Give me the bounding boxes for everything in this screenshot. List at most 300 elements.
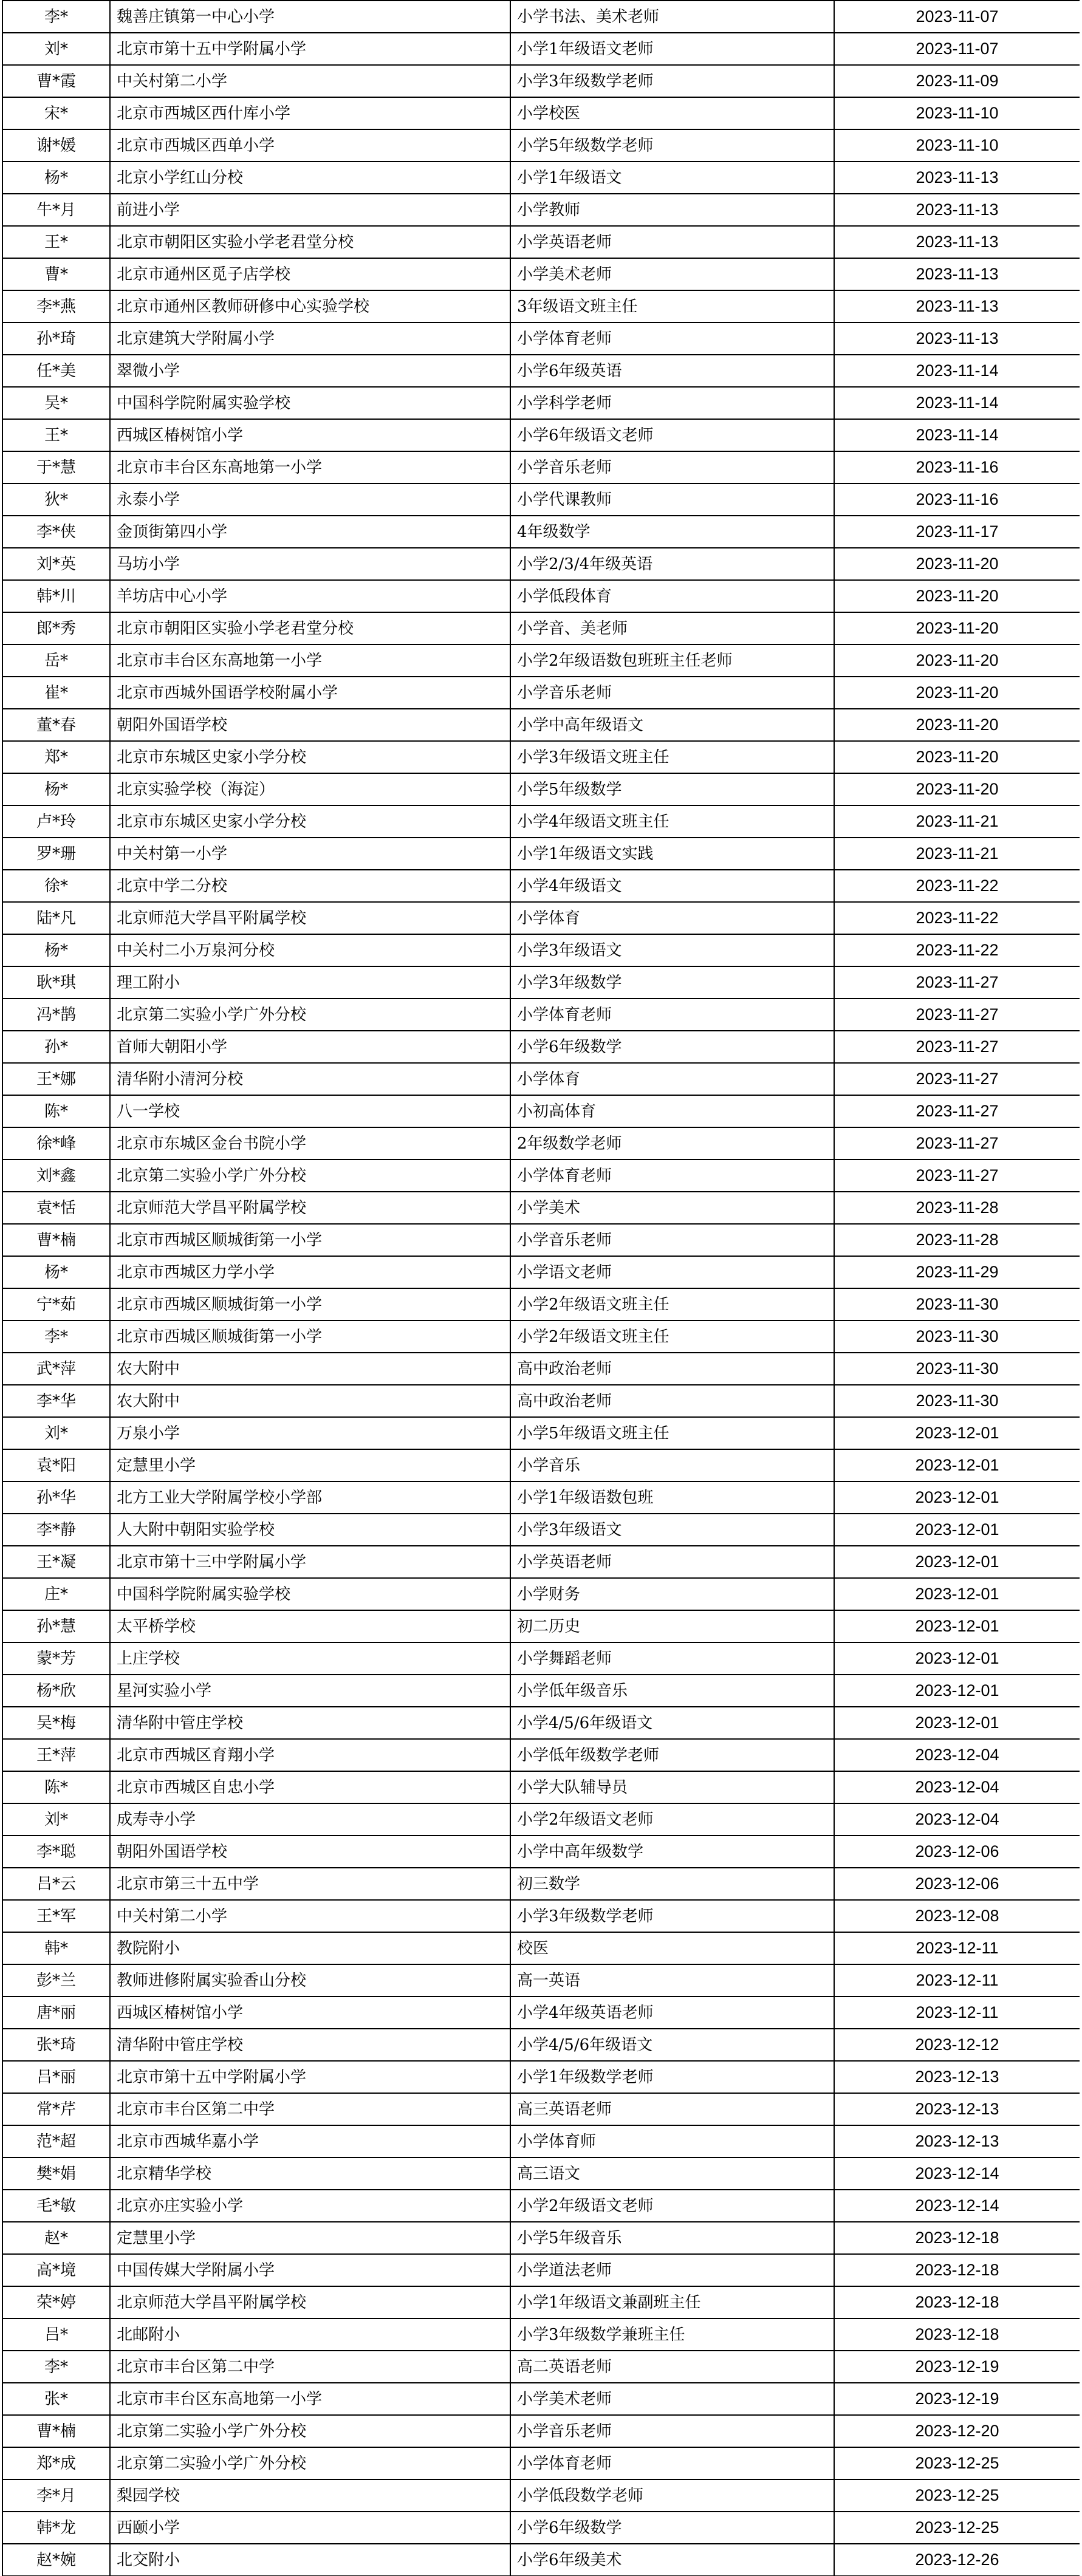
cell-position: 小学6年级英语: [510, 355, 834, 387]
table-row: [2, 323, 1080, 355]
cell-date: 2023-11-14: [834, 419, 1080, 451]
table-row: [2, 451, 1080, 483]
table-row: [2, 1771, 1080, 1803]
cell-date: 2023-11-21: [834, 838, 1080, 870]
cell-date: 2023-11-22: [834, 870, 1080, 902]
cell-school: 北京精华学校: [110, 2157, 510, 2190]
cell-school: 北京师范大学昌平附属学校: [110, 902, 510, 934]
cell-teacher-name: 张*琦: [2, 2029, 110, 2061]
table-row: [2, 1031, 1080, 1063]
cell-school: 北京市第十五中学附属小学: [110, 2061, 510, 2093]
cell-teacher-name: 范*超: [2, 2125, 110, 2157]
cell-teacher-name: 杨*欣: [2, 1675, 110, 1707]
cell-position: 小学体育老师: [510, 999, 834, 1031]
cell-school: 中关村第一小学: [110, 838, 510, 870]
cell-date: 2023-11-27: [834, 1127, 1080, 1160]
cell-date: 2023-11-20: [834, 612, 1080, 644]
cell-teacher-name: 杨*: [2, 162, 110, 194]
cell-position: 小学3年级数学: [510, 966, 834, 999]
cell-position: 小学2/3/4年级英语: [510, 548, 834, 580]
cell-teacher-name: 曹*楠: [2, 1224, 110, 1256]
cell-position: 小学1年级语数包班: [510, 1481, 834, 1514]
table-row: [2, 1353, 1080, 1385]
cell-date: 2023-12-06: [834, 1868, 1080, 1900]
cell-school: 北京市东城区史家小学分校: [110, 805, 510, 838]
cell-date: 2023-11-30: [834, 1320, 1080, 1353]
cell-school: 中国科学院附属实验学校: [110, 1578, 510, 1610]
cell-teacher-name: 庄*: [2, 1578, 110, 1610]
table-row: [2, 966, 1080, 999]
cell-position: 小学校医: [510, 97, 834, 129]
cell-date: 2023-11-13: [834, 290, 1080, 323]
cell-date: 2023-11-10: [834, 129, 1080, 162]
table-row: [2, 2190, 1080, 2222]
cell-position: 高一英语: [510, 1964, 834, 1997]
cell-date: 2023-12-26: [834, 2544, 1080, 2576]
cell-teacher-name: 郎*秀: [2, 612, 110, 644]
cell-school: 梨园学校: [110, 2479, 510, 2512]
cell-school: 农大附中: [110, 1385, 510, 1417]
cell-teacher-name: 常*芹: [2, 2093, 110, 2125]
cell-position: 小学教师: [510, 194, 834, 226]
cell-school: 羊坊店中心小学: [110, 580, 510, 612]
cell-date: 2023-11-30: [834, 1288, 1080, 1320]
cell-position: 初三数学: [510, 1868, 834, 1900]
table-row: [2, 2544, 1080, 2576]
table-row: [2, 1739, 1080, 1771]
cell-position: 小学英语老师: [510, 226, 834, 258]
table-row: [2, 870, 1080, 902]
cell-position: 小初高体育: [510, 1095, 834, 1127]
cell-date: 2023-11-27: [834, 1063, 1080, 1095]
cell-school: 马坊小学: [110, 548, 510, 580]
cell-teacher-name: 谢*媛: [2, 129, 110, 162]
cell-teacher-name: 冯*鹊: [2, 999, 110, 1031]
table-row: [2, 2286, 1080, 2318]
table-row: [2, 677, 1080, 709]
table-row: [2, 1385, 1080, 1417]
cell-date: 2023-11-27: [834, 966, 1080, 999]
table-row: [2, 902, 1080, 934]
cell-school: 八一学校: [110, 1095, 510, 1127]
cell-teacher-name: 张*: [2, 2383, 110, 2415]
cell-position: 小学美术: [510, 1192, 834, 1224]
table-row: [2, 129, 1080, 162]
cell-date: 2023-11-29: [834, 1256, 1080, 1288]
table-row: [2, 1900, 1080, 1932]
table-row: [2, 1610, 1080, 1642]
table-row: [2, 1160, 1080, 1192]
cell-teacher-name: 徐*峰: [2, 1127, 110, 1160]
cell-date: 2023-12-01: [834, 1514, 1080, 1546]
table-row: [2, 355, 1080, 387]
cell-date: 2023-11-13: [834, 194, 1080, 226]
table-row: [2, 1, 1080, 33]
cell-position: 小学体育老师: [510, 1160, 834, 1192]
table-row: [2, 226, 1080, 258]
cell-school: 北京市丰台区第二中学: [110, 2351, 510, 2383]
cell-school: 教师进修附属实验香山分校: [110, 1964, 510, 1997]
cell-position: 小学1年级数学老师: [510, 2061, 834, 2093]
cell-position: 小学2年级语数包班班主任老师: [510, 644, 834, 677]
cell-date: 2023-11-09: [834, 65, 1080, 97]
cell-date: 2023-11-21: [834, 805, 1080, 838]
cell-school: 北京第二实验小学广外分校: [110, 2415, 510, 2447]
cell-date: 2023-12-01: [834, 1707, 1080, 1739]
cell-school: 上庄学校: [110, 1642, 510, 1675]
table-row: [2, 65, 1080, 97]
cell-date: 2023-12-25: [834, 2479, 1080, 2512]
cell-position: 小学2年级语文老师: [510, 1803, 834, 1836]
cell-school: 北京市西城区顺城街第一小学: [110, 1288, 510, 1320]
cell-school: 北京市西城外国语学校附属小学: [110, 677, 510, 709]
cell-position: 小学体育老师: [510, 2447, 834, 2479]
cell-teacher-name: 赵*婉: [2, 2544, 110, 2576]
table-row: [2, 1707, 1080, 1739]
spreadsheet: [2, 0, 1080, 2576]
table-row: [2, 1803, 1080, 1836]
cell-teacher-name: 罗*珊: [2, 838, 110, 870]
cell-date: 2023-12-04: [834, 1803, 1080, 1836]
cell-teacher-name: 于*慧: [2, 451, 110, 483]
cell-position: 小学4年级语文: [510, 870, 834, 902]
cell-teacher-name: 孙*慧: [2, 1610, 110, 1642]
cell-teacher-name: 王*: [2, 226, 110, 258]
cell-teacher-name: 宁*茹: [2, 1288, 110, 1320]
cell-position: 小学6年级数学: [510, 2512, 834, 2544]
cell-school: 北京市第十三中学附属小学: [110, 1546, 510, 1578]
cell-school: 北京中学二分校: [110, 870, 510, 902]
cell-school: 北京市西城区顺城街第一小学: [110, 1224, 510, 1256]
cell-position: 小学低年级数学老师: [510, 1739, 834, 1771]
cell-teacher-name: 毛*敏: [2, 2190, 110, 2222]
cell-school: 中关村第二小学: [110, 1900, 510, 1932]
table-row: [2, 1964, 1080, 1997]
cell-teacher-name: 赵*: [2, 2222, 110, 2254]
cell-school: 前进小学: [110, 194, 510, 226]
cell-school: 北京市朝阳区实验小学老君堂分校: [110, 226, 510, 258]
cell-school: 西城区椿树馆小学: [110, 419, 510, 451]
table-row: [2, 2254, 1080, 2286]
cell-school: 太平桥学校: [110, 1610, 510, 1642]
cell-teacher-name: 崔*: [2, 677, 110, 709]
cell-school: 理工附小: [110, 966, 510, 999]
cell-school: 北京市丰台区第二中学: [110, 2093, 510, 2125]
cell-school: 人大附中朝阳实验学校: [110, 1514, 510, 1546]
table-row: [2, 2479, 1080, 2512]
cell-school: 中国传媒大学附属小学: [110, 2254, 510, 2286]
table-row: [2, 2512, 1080, 2544]
table-row: [2, 1288, 1080, 1320]
table-row: [2, 548, 1080, 580]
cell-school: 中关村第二小学: [110, 65, 510, 97]
cell-teacher-name: 陈*: [2, 1771, 110, 1803]
cell-teacher-name: 吕*云: [2, 1868, 110, 1900]
cell-date: 2023-11-22: [834, 902, 1080, 934]
cell-school: 清华附中管庄学校: [110, 1707, 510, 1739]
cell-position: 小学音、美老师: [510, 612, 834, 644]
cell-date: 2023-12-01: [834, 1481, 1080, 1514]
cell-date: 2023-11-20: [834, 741, 1080, 773]
table-row: [2, 741, 1080, 773]
cell-school: 北京市西城区西单小学: [110, 129, 510, 162]
table-row: [2, 419, 1080, 451]
cell-position: 小学2年级语文班主任: [510, 1320, 834, 1353]
cell-teacher-name: 孙*华: [2, 1481, 110, 1514]
table-row: [2, 612, 1080, 644]
cell-teacher-name: 岳*: [2, 644, 110, 677]
cell-teacher-name: 王*娜: [2, 1063, 110, 1095]
table-row: [2, 1675, 1080, 1707]
cell-position: 小学5年级音乐: [510, 2222, 834, 2254]
cell-position: 小学语文老师: [510, 1256, 834, 1288]
cell-teacher-name: 李*侠: [2, 516, 110, 548]
registration-table: [2, 0, 1080, 2576]
cell-teacher-name: 刘*: [2, 1417, 110, 1449]
cell-teacher-name: 董*春: [2, 709, 110, 741]
cell-school: 北京第二实验小学广外分校: [110, 1160, 510, 1192]
cell-position: 4年级数学: [510, 516, 834, 548]
cell-date: 2023-12-25: [834, 2447, 1080, 2479]
cell-date: 2023-12-04: [834, 1771, 1080, 1803]
table-row: [2, 1514, 1080, 1546]
cell-date: 2023-12-18: [834, 2318, 1080, 2351]
cell-position: 小学3年级数学老师: [510, 65, 834, 97]
cell-school: 北方工业大学附属学校小学部: [110, 1481, 510, 1514]
cell-teacher-name: 杨*: [2, 934, 110, 966]
table-row: [2, 773, 1080, 805]
cell-teacher-name: 袁*阳: [2, 1449, 110, 1481]
cell-position: 小学3年级数学兼班主任: [510, 2318, 834, 2351]
table-row: [2, 1063, 1080, 1095]
cell-school: 北京市通州区教师研修中心实验学校: [110, 290, 510, 323]
cell-date: 2023-12-19: [834, 2383, 1080, 2415]
cell-position: 3年级语文班主任: [510, 290, 834, 323]
cell-school: 北京第二实验小学广外分校: [110, 999, 510, 1031]
cell-position: 小学6年级数学: [510, 1031, 834, 1063]
cell-date: 2023-12-01: [834, 1675, 1080, 1707]
cell-school: 北邮附小: [110, 2318, 510, 2351]
cell-position: 高二英语老师: [510, 2351, 834, 2383]
cell-date: 2023-11-30: [834, 1385, 1080, 1417]
cell-teacher-name: 陆*凡: [2, 902, 110, 934]
cell-position: 小学4年级英语老师: [510, 1997, 834, 2029]
cell-date: 2023-12-13: [834, 2061, 1080, 2093]
cell-position: 校医: [510, 1932, 834, 1964]
table-row: [2, 580, 1080, 612]
cell-teacher-name: 蒙*芳: [2, 1642, 110, 1675]
cell-date: 2023-12-13: [834, 2093, 1080, 2125]
cell-position: 小学4/5/6年级语文: [510, 2029, 834, 2061]
cell-position: 小学1年级语文实践: [510, 838, 834, 870]
cell-date: 2023-11-28: [834, 1192, 1080, 1224]
cell-teacher-name: 曹*楠: [2, 2415, 110, 2447]
cell-school: 北京市东城区史家小学分校: [110, 741, 510, 773]
table-row: [2, 1578, 1080, 1610]
cell-teacher-name: 李*静: [2, 1514, 110, 1546]
table-row: [2, 2061, 1080, 2093]
cell-date: 2023-12-18: [834, 2254, 1080, 2286]
cell-school: 中关村二小万泉河分校: [110, 934, 510, 966]
cell-position: 小学体育: [510, 902, 834, 934]
cell-position: 高中政治老师: [510, 1353, 834, 1385]
cell-date: 2023-11-22: [834, 934, 1080, 966]
cell-position: 小学低段数学老师: [510, 2479, 834, 2512]
cell-position: 小学6年级美术: [510, 2544, 834, 2576]
cell-teacher-name: 刘*鑫: [2, 1160, 110, 1192]
cell-date: 2023-12-06: [834, 1836, 1080, 1868]
cell-date: 2023-11-27: [834, 999, 1080, 1031]
cell-teacher-name: 王*军: [2, 1900, 110, 1932]
cell-position: 小学科学老师: [510, 387, 834, 419]
cell-teacher-name: 牛*月: [2, 194, 110, 226]
table-row: [2, 2415, 1080, 2447]
cell-date: 2023-11-20: [834, 580, 1080, 612]
cell-position: 小学4年级语文班主任: [510, 805, 834, 838]
table-row: [2, 1642, 1080, 1675]
table-row: [2, 2447, 1080, 2479]
cell-date: 2023-11-20: [834, 709, 1080, 741]
cell-teacher-name: 郑*成: [2, 2447, 110, 2479]
cell-teacher-name: 孙*琦: [2, 323, 110, 355]
cell-school: 北京市西城区自忠小学: [110, 1771, 510, 1803]
cell-teacher-name: 李*聪: [2, 1836, 110, 1868]
cell-position: 高中政治老师: [510, 1385, 834, 1417]
cell-teacher-name: 袁*恬: [2, 1192, 110, 1224]
cell-date: 2023-12-01: [834, 1578, 1080, 1610]
cell-school: 星河实验小学: [110, 1675, 510, 1707]
cell-date: 2023-11-16: [834, 451, 1080, 483]
table-row: [2, 1932, 1080, 1964]
cell-school: 北交附小: [110, 2544, 510, 2576]
table-row: [2, 33, 1080, 65]
cell-date: 2023-11-16: [834, 483, 1080, 516]
table-row: [2, 2222, 1080, 2254]
table-row: [2, 97, 1080, 129]
cell-position: 小学低年级音乐: [510, 1675, 834, 1707]
cell-school: 朝阳外国语学校: [110, 1836, 510, 1868]
table-row: [2, 1224, 1080, 1256]
cell-teacher-name: 李*: [2, 1, 110, 33]
table-row: [2, 838, 1080, 870]
cell-position: 小学5年级数学老师: [510, 129, 834, 162]
cell-teacher-name: 孙*: [2, 1031, 110, 1063]
table-row: [2, 1481, 1080, 1514]
cell-teacher-name: 李*燕: [2, 290, 110, 323]
cell-teacher-name: 武*萍: [2, 1353, 110, 1385]
cell-teacher-name: 韩*: [2, 1932, 110, 1964]
table-row: [2, 162, 1080, 194]
cell-date: 2023-12-01: [834, 1546, 1080, 1578]
cell-position: 小学美术老师: [510, 258, 834, 290]
cell-date: 2023-12-11: [834, 1964, 1080, 1997]
table-row: [2, 2157, 1080, 2190]
cell-teacher-name: 高*境: [2, 2254, 110, 2286]
cell-school: 北京市丰台区东高地第一小学: [110, 451, 510, 483]
cell-school: 首师大朝阳小学: [110, 1031, 510, 1063]
cell-position: 初二历史: [510, 1610, 834, 1642]
cell-date: 2023-12-13: [834, 2125, 1080, 2157]
cell-school: 永泰小学: [110, 483, 510, 516]
cell-teacher-name: 狄*: [2, 483, 110, 516]
table-row: [2, 1997, 1080, 2029]
cell-school: 朝阳外国语学校: [110, 709, 510, 741]
cell-date: 2023-12-01: [834, 1449, 1080, 1481]
cell-school: 北京第二实验小学广外分校: [110, 2447, 510, 2479]
cell-school: 北京市西城区顺城街第一小学: [110, 1320, 510, 1353]
cell-school: 中国科学院附属实验学校: [110, 387, 510, 419]
cell-position: 小学低段体育: [510, 580, 834, 612]
table-row: [2, 1836, 1080, 1868]
cell-teacher-name: 吕*丽: [2, 2061, 110, 2093]
cell-date: 2023-12-14: [834, 2190, 1080, 2222]
cell-teacher-name: 李*: [2, 2351, 110, 2383]
cell-teacher-name: 杨*: [2, 773, 110, 805]
cell-school: 北京师范大学昌平附属学校: [110, 1192, 510, 1224]
cell-date: 2023-12-04: [834, 1739, 1080, 1771]
cell-position: 小学体育: [510, 1063, 834, 1095]
cell-date: 2023-12-20: [834, 2415, 1080, 2447]
table-row: [2, 387, 1080, 419]
cell-date: 2023-11-13: [834, 323, 1080, 355]
cell-teacher-name: 宋*: [2, 97, 110, 129]
cell-position: 小学英语老师: [510, 1546, 834, 1578]
cell-position: 小学书法、美术老师: [510, 1, 834, 33]
table-row: [2, 1320, 1080, 1353]
cell-date: 2023-12-19: [834, 2351, 1080, 2383]
table-row: [2, 1546, 1080, 1578]
cell-date: 2023-11-13: [834, 258, 1080, 290]
table-row: [2, 934, 1080, 966]
cell-date: 2023-11-10: [834, 97, 1080, 129]
cell-school: 北京市丰台区东高地第一小学: [110, 2383, 510, 2415]
table-row: [2, 1256, 1080, 1288]
cell-teacher-name: 王*凝: [2, 1546, 110, 1578]
cell-position: 小学音乐老师: [510, 451, 834, 483]
cell-school: 金顶街第四小学: [110, 516, 510, 548]
cell-position: 小学5年级语文班主任: [510, 1417, 834, 1449]
cell-date: 2023-11-27: [834, 1031, 1080, 1063]
cell-teacher-name: 李*华: [2, 1385, 110, 1417]
table-row: [2, 2318, 1080, 2351]
cell-position: 小学3年级数学老师: [510, 1900, 834, 1932]
cell-teacher-name: 李*月: [2, 2479, 110, 2512]
cell-position: 小学体育老师: [510, 323, 834, 355]
cell-date: 2023-12-01: [834, 1417, 1080, 1449]
cell-teacher-name: 韩*龙: [2, 2512, 110, 2544]
table-row: [2, 1868, 1080, 1900]
cell-position: 小学中高年级数学: [510, 1836, 834, 1868]
cell-teacher-name: 吴*: [2, 387, 110, 419]
cell-teacher-name: 徐*: [2, 870, 110, 902]
cell-school: 农大附中: [110, 1353, 510, 1385]
table-body: [2, 1, 1080, 2576]
cell-school: 北京市第三十五中学: [110, 1868, 510, 1900]
cell-teacher-name: 曹*: [2, 258, 110, 290]
table-row: [2, 2383, 1080, 2415]
cell-position: 小学1年级语文兼副班主任: [510, 2286, 834, 2318]
cell-school: 定慧里小学: [110, 2222, 510, 2254]
cell-teacher-name: 王*萍: [2, 1739, 110, 1771]
cell-position: 小学音乐老师: [510, 1224, 834, 1256]
cell-date: 2023-12-01: [834, 1610, 1080, 1642]
cell-position: 小学体育师: [510, 2125, 834, 2157]
cell-date: 2023-11-14: [834, 355, 1080, 387]
cell-teacher-name: 吕*: [2, 2318, 110, 2351]
cell-school: 西城区椿树馆小学: [110, 1997, 510, 2029]
cell-date: 2023-11-14: [834, 387, 1080, 419]
table-row: [2, 999, 1080, 1031]
